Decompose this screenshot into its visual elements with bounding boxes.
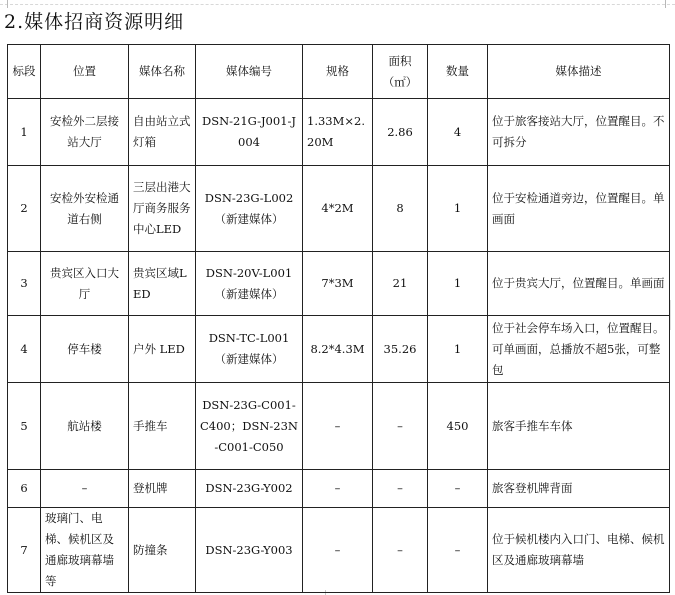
- cell-description: 旅客手推车车体: [488, 383, 670, 470]
- table-header-row: [8, 45, 670, 99]
- cell-media-name: 贵宾区域LED: [129, 252, 196, 316]
- cell-quantity: 450: [428, 383, 488, 470]
- cell-area: 35.26: [373, 316, 428, 383]
- cell-description: 位于社会停车场入口，位置醒目。可单画面，总播放不超5张，可整包: [488, 316, 670, 383]
- cell-description: 旅客登机牌背面: [488, 470, 670, 508]
- cell-area: –: [373, 470, 428, 508]
- cell-media-code: DSN-TC-L001（新建媒体）: [196, 316, 303, 383]
- cell-media-name: 自由站立式灯箱: [129, 99, 196, 166]
- header-media-code: 媒体编号: [196, 45, 303, 99]
- cell-location: 贵宾区入口大厅: [41, 252, 129, 316]
- cell-location: 玻璃门、电梯、候机区及通廊玻璃幕墙等: [41, 508, 129, 593]
- cell-index: 6: [8, 470, 41, 508]
- cell-area: 8: [373, 166, 428, 252]
- cell-area: 21: [373, 252, 428, 316]
- table-row: [8, 316, 670, 383]
- cell-location: 停车楼: [41, 316, 129, 383]
- cell-media-code: DSN-21G-J001-J004: [196, 99, 303, 166]
- cell-index: 3: [8, 252, 41, 316]
- table-row: [8, 99, 670, 166]
- cell-area: 2.86: [373, 99, 428, 166]
- cell-media-code: DSN-23G-L002（新建媒体）: [196, 166, 303, 252]
- cell-spec: –: [303, 383, 373, 470]
- header-quantity: 数量: [428, 45, 488, 99]
- header-location: 位置: [41, 45, 129, 99]
- cell-quantity: –: [428, 470, 488, 508]
- margin-marker-left: [7, 0, 8, 8]
- header-spec: 规格: [303, 45, 373, 99]
- cell-quantity: 1: [428, 252, 488, 316]
- header-index: 标段: [8, 45, 41, 99]
- cell-location: –: [41, 470, 129, 508]
- cell-spec: 1.33M×2.20M: [303, 99, 373, 166]
- cell-media-code: DSN-23G-Y002: [196, 470, 303, 508]
- cell-media-name: 户外 LED: [129, 316, 196, 383]
- cell-area: –: [373, 383, 428, 470]
- cell-spec: 7*3M: [303, 252, 373, 316]
- cell-spec: 8.2*4.3M: [303, 316, 373, 383]
- cell-description: 位于旅客接站大厅，位置醒目。不可拆分: [488, 99, 670, 166]
- header-media-name: 媒体名称: [129, 45, 196, 99]
- cell-index: 7: [8, 508, 41, 593]
- cell-location: 安检外安检通道右侧: [41, 166, 129, 252]
- table-row: [8, 166, 670, 252]
- header-description: 媒体描述: [488, 45, 670, 99]
- cell-media-name: 登机牌: [129, 470, 196, 508]
- media-resource-table: [7, 44, 670, 593]
- cell-media-code: DSN-23G-Y003: [196, 508, 303, 593]
- cell-media-code: DSN-20V-L001（新建媒体）: [196, 252, 303, 316]
- margin-marker-right: [665, 0, 666, 8]
- section-heading: 2.媒体招商资源明细: [4, 11, 185, 33]
- cell-description: 位于贵宾大厅，位置醒目。单画面: [488, 252, 670, 316]
- cell-media-name: 防撞条: [129, 508, 196, 593]
- cell-media-name: 手推车: [129, 383, 196, 470]
- cell-spec: 4*2M: [303, 166, 373, 252]
- cell-index: 2: [8, 166, 41, 252]
- margin-marker-right-lower: [670, 300, 671, 330]
- cell-location: 航站楼: [41, 383, 129, 470]
- page-top-guide: [0, 4, 675, 5]
- cell-index: 4: [8, 316, 41, 383]
- table-row: [8, 470, 670, 508]
- cell-quantity: 1: [428, 316, 488, 383]
- table-row: [8, 383, 670, 470]
- header-area: 面积（㎡）: [373, 45, 428, 99]
- cell-media-name: 三层出港大厅商务服务中心LED: [129, 166, 196, 252]
- cell-quantity: –: [428, 508, 488, 593]
- cell-location: 安检外二层接站大厅: [41, 99, 129, 166]
- cell-quantity: 4: [428, 99, 488, 166]
- table-row: [8, 252, 670, 316]
- cell-spec: –: [303, 508, 373, 593]
- cell-media-code: DSN-23G-C001-C400；DSN-23N-C001-C050: [196, 383, 303, 470]
- cell-description: 位于安检通道旁边，位置醒目。单画面: [488, 166, 670, 252]
- table-row: [8, 508, 670, 593]
- cell-spec: –: [303, 470, 373, 508]
- cell-index: 5: [8, 383, 41, 470]
- cell-description: 位于候机楼内入口门、电梯、候机区及通廊玻璃幕墙: [488, 508, 670, 593]
- cell-index: 1: [8, 99, 41, 166]
- cell-area: –: [373, 508, 428, 593]
- cell-quantity: 1: [428, 166, 488, 252]
